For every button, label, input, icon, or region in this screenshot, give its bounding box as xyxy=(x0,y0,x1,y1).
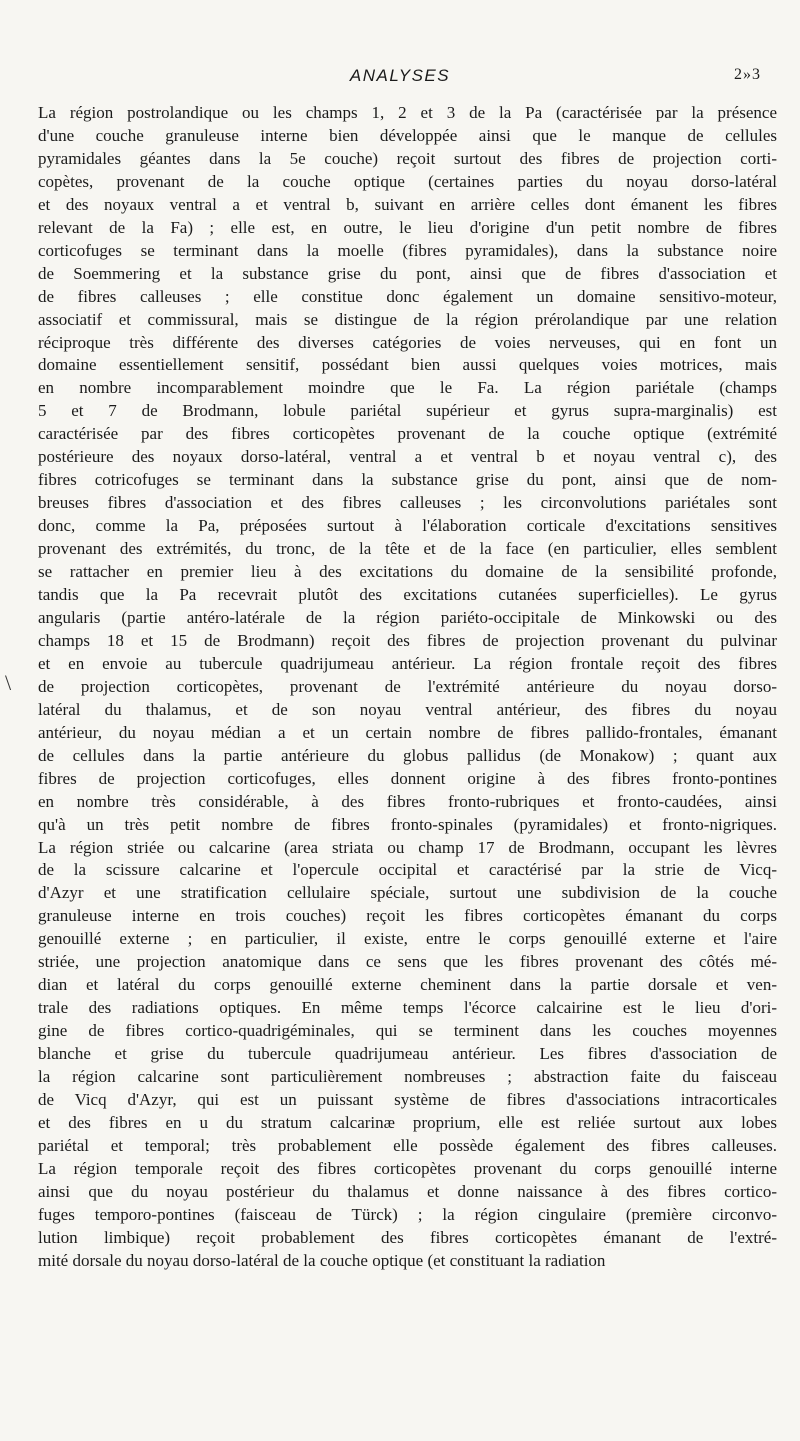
text-line: et des noyaux ventral a et ventral b, suivant en arrière celles dont émanent les fibres xyxy=(38,194,777,214)
text-line: de Vicq d'Azyr, qui est un puissant système de fibres d'associations intracorticales xyxy=(38,1089,777,1109)
page-number: 2»3 xyxy=(734,66,761,83)
text-line: caractérisée par des fibres corticopètes provenant de la couche optique (extrémité xyxy=(38,424,777,444)
text-line: corticofuges se terminant dans la moelle (fibres pyramidales), dans la substance noire xyxy=(38,240,777,260)
text-line: et des fibres en u du stratum calcarinæ proprium, elle est reliée surtout aux lobes xyxy=(38,1112,777,1132)
text-line: tandis que la Pa recevrait plutôt des excitations cutanées superficielles). Le gyrus xyxy=(38,585,777,605)
text-line: de Soemmering et la substance grise du pont, ainsi que de fibres d'association et xyxy=(38,263,777,283)
text-line: fibres de projection corticofuges, elles donnent origine à des fibres fronto-pontines xyxy=(38,768,777,788)
text-line: de la scissure calcarine et l'opercule occipital et caractérisé par la strie de Vicq- xyxy=(38,860,777,880)
text-line: mité dorsale du noyau dorso-latéral de la couche optique (et constituant la radiation xyxy=(38,1250,606,1270)
text-line: La région striée ou calcarine (area striata ou champ 17 de Brodmann, occupant les lèvres xyxy=(38,837,777,857)
text-line: La région temporale reçoit des fibres corticopètes provenant du corps genouillé interne xyxy=(38,1158,777,1178)
text-line: breuses fibres d'association et des fibres calleuses ; les circonvolutions pariétales sont xyxy=(38,493,777,513)
margin-mark: \ xyxy=(5,670,12,695)
text-line: fuges temporo-pontines (faisceau de Türck) ; la région cingulaire (première circonvo- xyxy=(38,1204,777,1224)
running-head xyxy=(0,66,800,90)
text-line: associatif et commissural, mais se distingue de la région prérolandique par une relation xyxy=(38,309,777,329)
text-line: dian et latéral du corps genouillé externe cheminent dans la partie dorsale et ven- xyxy=(38,975,777,995)
text-line: copètes, provenant de la couche optique (certaines parties du noyau dorso-latéral xyxy=(38,171,777,191)
text-line: de fibres calleuses ; elle constitue donc également un domaine sensitivo-moteur, xyxy=(38,286,777,306)
text-line: donc, comme la Pa, préposées surtout à l'élaboration corticale d'excitations sensitives xyxy=(38,516,777,536)
text-line: angularis (partie antéro-latérale de la région pariéto-occipitale de Minkowski ou des xyxy=(38,607,777,627)
text-line: gine de fibres cortico-quadrigéminales, qui se terminent dans les couches moyennes xyxy=(38,1021,777,1041)
text-line: se rattacher en premier lieu à des excitations du domaine de la sensibilité profonde, xyxy=(38,562,777,582)
running-title: ANALYSES xyxy=(349,66,451,85)
text-line: antérieur, du noyau médian a et un certain nombre de fibres pallido-frontales, émanant xyxy=(38,722,777,742)
text-line: granuleuse interne en trois couches) reçoit les fibres corticopètes émanant du corps xyxy=(38,906,777,926)
text-line: latéral du thalamus, et de son noyau ventral antérieur, des fibres du noyau xyxy=(38,699,777,719)
text-line: domaine essentiellement sensitif, possédant bien aussi quelques voies motrices, mais xyxy=(38,355,777,375)
text-line: en nombre incomparablement moindre que le Fa. La région pariétale (champs xyxy=(38,378,777,398)
text-line: de projection corticopètes, provenant de l'extrémité antérieure du noyau dorso- xyxy=(38,676,777,696)
text-line: et en envoie au tubercule quadrijumeau antérieur. La région frontale reçoit des fibres xyxy=(38,653,777,673)
text-line: postérieure des noyaux dorso-latéral, ventral a et ventral b et noyau ventral c), des xyxy=(38,447,777,467)
text-line: réciproque très différente des diverses catégories de voies nerveuses, qui en font un xyxy=(38,332,777,352)
text-line: trale des radiations optiques. En même temps l'écorce calcairine est le lieu d'ori- xyxy=(38,998,777,1018)
text-line: La région postrolandique ou les champs 1, 2 et 3 de la Pa (caractérisée par la présence xyxy=(38,103,777,122)
text-line: blanche et grise du tubercule quadrijumeau antérieur. Les fibres d'association de xyxy=(38,1044,777,1064)
text-line: la région calcarine sont particulièrement nombreuses ; abstraction faite du faisceau xyxy=(38,1067,777,1087)
text-line: d'Azyr et une stratification cellulaire spéciale, surtout une subdivision de la couche xyxy=(38,883,777,903)
text-line: lution limbique) reçoit probablement des fibres corticopètes émanant de l'extré- xyxy=(38,1227,777,1247)
text-line: qu'à un très petit nombre de fibres fronto-spinales (pyramidales) et fronto-nigriques. xyxy=(38,814,777,834)
text-line: ainsi que du noyau postérieur du thalamus et donne naissance à des fibres cortico- xyxy=(38,1181,777,1201)
text-line: relevant de la Fa) ; elle est, en outre, le lieu d'origine d'un petit nombre de fibres xyxy=(38,217,777,237)
text-line: champs 18 et 15 de Brodmann) reçoit des fibres de projection provenant du pulvinar xyxy=(38,630,777,650)
text-line: d'une couche granuleuse interne bien développée ainsi que le manque de cellules xyxy=(38,125,777,145)
text-line: striée, une projection anatomique dans ce sens que les fibres provenant des côtés mé- xyxy=(38,952,777,972)
text-line: en nombre très considérable, à des fibres fronto-rubriques et fronto-caudées, ainsi xyxy=(38,791,777,811)
text-line: provenant des extrémités, du tronc, de la tête et de la face (en particulier, elles semblent xyxy=(38,539,777,559)
text-line: pyramidales géantes dans la 5e couche) reçoit surtout des fibres de projection corti- xyxy=(38,148,777,168)
body-text xyxy=(38,102,777,1273)
text-line: de cellules dans la partie antérieure du globus pallidus (de Monakow) ; quant aux xyxy=(38,745,777,765)
text-line: 5 et 7 de Brodmann, lobule pariétal supérieur et gyrus supra-marginalis) est xyxy=(38,401,777,421)
text-line: pariétal et temporal; très probablement elle possède également des fibres calleuses. xyxy=(38,1135,777,1155)
text-line: fibres cotricofuges se terminant dans la substance grise du pont, ainsi que de nom- xyxy=(38,470,777,490)
text-line: genouillé externe ; en particulier, il existe, entre le corps genouillé externe et l'aire xyxy=(38,929,777,949)
